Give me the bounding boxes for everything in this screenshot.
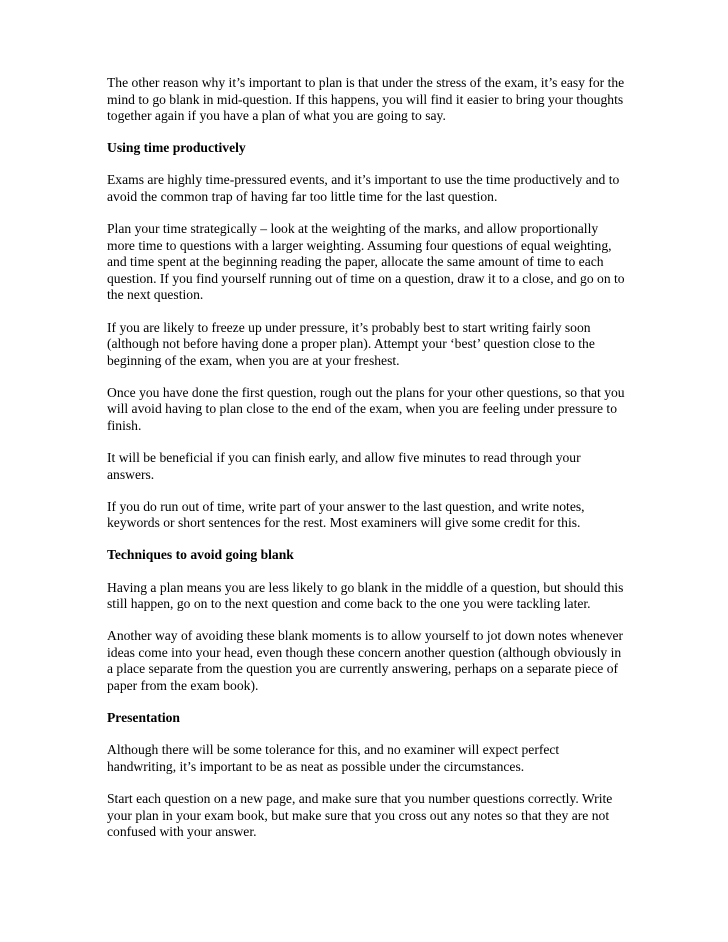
paragraph-text: Once you have done the first question, rough out the plans for your other questions, so that you will avoid having to plan close to the end of the exam, when you are feeling under pressure to finish. [107,384,625,433]
paragraph-text: Plan your time strategically – look at the weighting of the marks, and allow proportionally more time to questions with a larger weighting. Assuming four questions of equal weighting, and time spent at the beginning reading the paper, allocate the same amount of time to each question. If you find yourself running out of time on a question, draw it to a close, and go on to the next question. [107,221,625,303]
paragraph-text: Start each question on a new page, and make sure that you number questions correctly. Write your plan in your exam book, but make sure that you cross out any notes so that they are not confused with your answer. [107,790,613,840]
section-heading: Using time productively [107,140,246,156]
paragraph-finish-early [107,450,627,483]
paragraph-text: It will be beneficial if you can finish early, and allow five minutes to read through your answers. [107,450,581,482]
paragraph-jot-down-notes [107,628,627,694]
heading-presentation [107,710,627,727]
paragraph-plan-time [107,221,627,304]
paragraph-new-page [107,791,627,841]
heading-techniques-avoid-blank [107,547,627,564]
paragraph-handwriting [107,742,627,775]
paragraph-text: Exams are highly time-pressured events, and it’s important to use the time productively and to avoid the common trap of having far too little time for the last question. [107,172,620,204]
paragraph-having-a-plan [107,580,627,613]
paragraph-text: Although there will be some tolerance for this, and no examiner will expect perfect handwriting, it’s important to be as neat as possible under the circumstances. [107,742,560,774]
section-heading: Presentation [107,710,180,726]
paragraph-text: If you do run out of time, write part of your answer to the last question, and write notes, keywords or short sentences for the rest. Most examiners will give some credit for this. [107,498,585,531]
section-heading: Techniques to avoid going blank [107,547,294,563]
paragraph-planning-reason [107,75,627,125]
heading-using-time-productively [107,140,627,157]
paragraph-text: The other reason why it’s important to plan is that under the stress of the exam, it’s easy for the mind to go blank in mid-question. If this happens, you will find it easier to bring your thoughts together again if you have a plan of what you are going to say. [107,75,625,124]
paragraph-freeze-up [107,320,627,370]
paragraph-text: If you are likely to freeze up under pressure, it’s probably best to start writing fairly soon (although not before having done a proper plan). Attempt your ‘best’ question close to the beginning of the exam, when you are at your freshest. [107,319,595,368]
document-page [107,75,627,856]
paragraph-text: Having a plan means you are less likely to go blank in the middle of a question, but should this still happen, go on to the next question and come back to the one you were tackling later. [107,579,624,612]
paragraph-rough-out-plans [107,385,627,435]
paragraph-text: Another way of avoiding these blank moments is to allow yourself to jot down notes whenever ideas come into your head, even though these concern another question (although obviously in a place separate from the question you are currently answering, perhaps on a separate piece of paper from the exam book). [107,628,624,694]
paragraph-time-pressured [107,172,627,205]
paragraph-run-out-of-time [107,499,627,532]
